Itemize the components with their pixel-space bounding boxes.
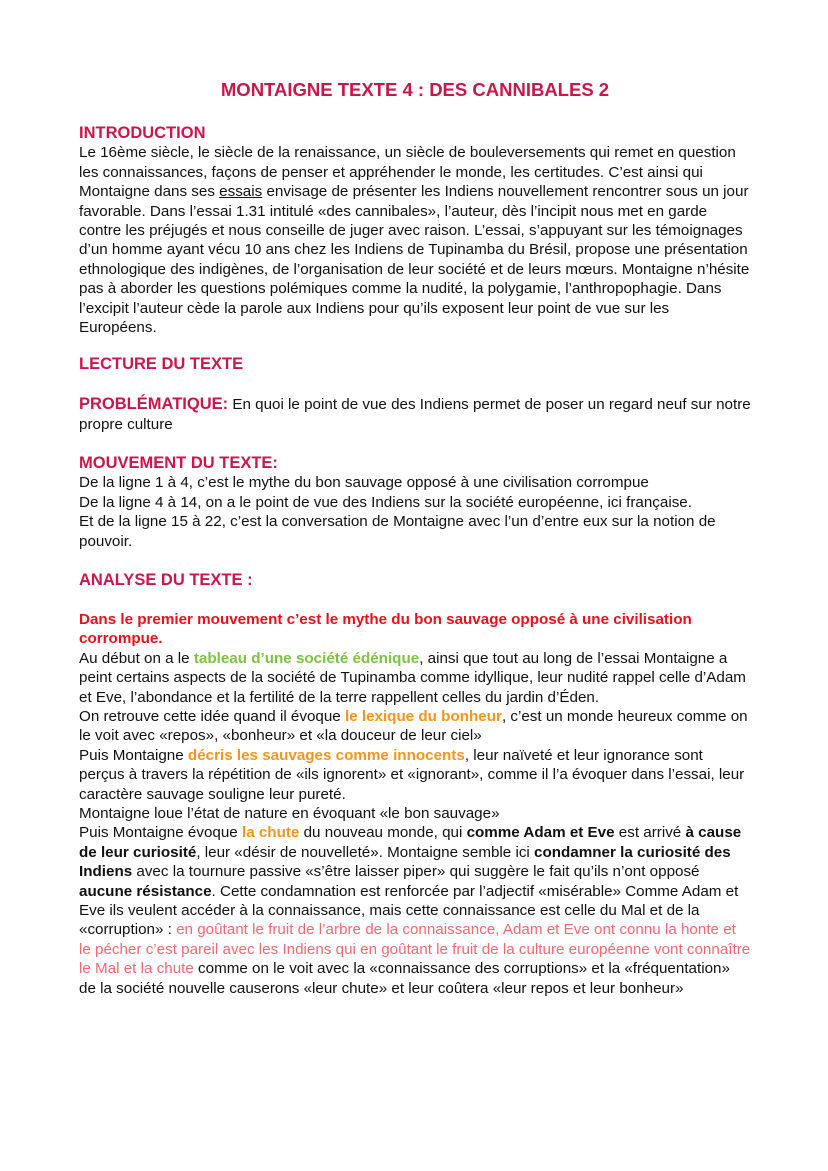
highlighted-text: tableau d’une société édénique xyxy=(193,649,420,667)
intro-text-part: envisage de présenter les Indiens nouvellement rencontrer sous un jour favorable. Dans l’essai 1.31 intitulé «des cannibales», l’auteur, dès l’incipit nous met en garde contre les préjugés et nous conseille de juger avec raison. L’essai, s’appuyant sur les témoignages d’un homme ayant vécu 10 ans chez les Indiens de Tupinamba du Brésil, propose une présentation ethnologique des indigènes, de l’organisation de leur société et de leurs mœurs. Montaigne n’hésite pas à aborder les questions polémiques comme la nudité, la polygamie, l’anthropophagie. Dans l’excipit l’auteur cède la parole aux Indiens pour qu’ils exposent leur point de vue sur les Européens. xyxy=(79,183,750,337)
text-segment: Puis Montaigne xyxy=(79,746,188,764)
text-segment: du nouveau monde, qui xyxy=(299,824,467,842)
analyse-paragraph xyxy=(79,649,751,707)
analyse-paragraph xyxy=(79,823,751,998)
document-page xyxy=(79,80,751,998)
text-segment: est arrivé xyxy=(614,824,686,842)
highlighted-text: en goûtant le fruit de l’arbre de la connaissance, Adam et Eve ont connu la honte et le pécher c’est pareil avec les Indiens qui en goûtant le fruit de la culture européenne vont connaître le Mal et la chute xyxy=(79,921,751,978)
text-segment: Montaigne loue l’état de nature en évoquant «le bon sauvage» xyxy=(79,804,500,822)
highlighted-text: le lexique du bonheur xyxy=(344,707,502,725)
highlighted-text: décris les sauvages comme innocents xyxy=(187,746,465,764)
analyse-paragraph xyxy=(79,707,751,746)
analyse-paragraph xyxy=(79,804,751,823)
text-segment: , leur «désir de nouvelleté». Montaigne semble ici xyxy=(196,843,535,861)
text-segment: avec la tournure passive «s’être laisser piper» qui suggère le fait qu’ils n’ont opposé xyxy=(132,863,700,881)
document-title: MONTAIGNE TEXTE 4 : DES CANNIBALES 2 xyxy=(220,79,610,100)
text-segment: , ainsi que tout au long de l’essai Montaigne a peint certains aspects de la société de Tupinamba comme idyllique, leur nudité rappel celle d’Adam et Eve, l’abondance et la fertilité de la terre rappellent celles du jardin d’Éden. xyxy=(79,649,746,706)
highlighted-text: aucune résistance xyxy=(79,882,212,900)
highlighted-text: la chute xyxy=(241,824,300,842)
mouvement-line: Et de la ligne 15 à 22, c’est la conversation de Montaigne avec l’un d’entre eux sur la notion de pouvoir. xyxy=(79,513,716,550)
lecture-heading: LECTURE DU TEXTE xyxy=(79,355,244,374)
mouvement-line: De la ligne 1 à 4, c’est le mythe du bon sauvage opposé à une civilisation corrompue xyxy=(79,474,649,492)
mouvement-section xyxy=(79,453,751,551)
text-segment: , c’est un monde heureux comme on le voit avec «repos», «bonheur» et «la douceur de leur ciel» xyxy=(79,707,748,745)
text-segment: Puis Montaigne évoque xyxy=(79,824,242,842)
highlighted-text: à cause de leur curiosité xyxy=(79,824,742,861)
text-segment: . Cette condamnation est renforcée par l’adjectif «misérable» Comme Adam et Eve ils veulent accéder à la connaissance, mais cette connaissance est celle du Mal et de la «corruption» : xyxy=(79,882,739,939)
highlighted-text: condamner la curiosité des Indiens xyxy=(79,843,731,881)
text-segment: Au début on a le xyxy=(79,649,194,667)
introduction-text xyxy=(79,143,751,337)
analyse-paragraph xyxy=(79,746,751,804)
introduction-section xyxy=(79,123,751,337)
problematique xyxy=(79,395,751,434)
text-segment: , leur naïveté et leur ignorance sont perçus à travers la répétition de «ils ignorent» et «ignorant», comme il l’a évoquer dans l’essai, leur caractère sauvage souligne leur pureté. xyxy=(79,746,745,803)
intro-text-part: Le 16ème siècle, le siècle de la renaissance, un siècle de bouleversements qui remet en question les connaissances, façons de penser et appréhender le monde, les certitudes. C’est ainsi qui Montaigne dans ses xyxy=(79,144,736,201)
mouvement-line: De la ligne 4 à 14, on a le point de vue des Indiens sur la société européenne, ici française. xyxy=(79,493,692,511)
problematique-label: PROBLÉMATIQUE: xyxy=(79,395,229,414)
text-segment: On retrouve cette idée quand il évoque xyxy=(79,707,345,725)
text-segment: comme on le voit avec la «connaissance des corruptions» et la «fréquentation» de la société nouvelle causerons «leur chute» et leur coûtera «leur repos et leur bonheur» xyxy=(79,960,730,997)
introduction-heading: INTRODUCTION xyxy=(79,124,206,143)
intro-underlined-word: essais xyxy=(219,183,263,201)
problematique-text: En quoi le point de vue des Indiens permet de poser un regard neuf sur notre propre culture xyxy=(79,396,751,433)
analyse-body xyxy=(79,649,751,998)
highlighted-text: comme Adam et Eve xyxy=(466,824,615,842)
mouvement-heading: MOUVEMENT DU TEXTE: xyxy=(79,454,278,473)
analyse-heading: ANALYSE DU TEXTE : xyxy=(79,570,253,589)
analyse-subheading: Dans le premier mouvement c’est le mythe du bon sauvage opposé à une civilisation corrompue. xyxy=(79,610,692,648)
